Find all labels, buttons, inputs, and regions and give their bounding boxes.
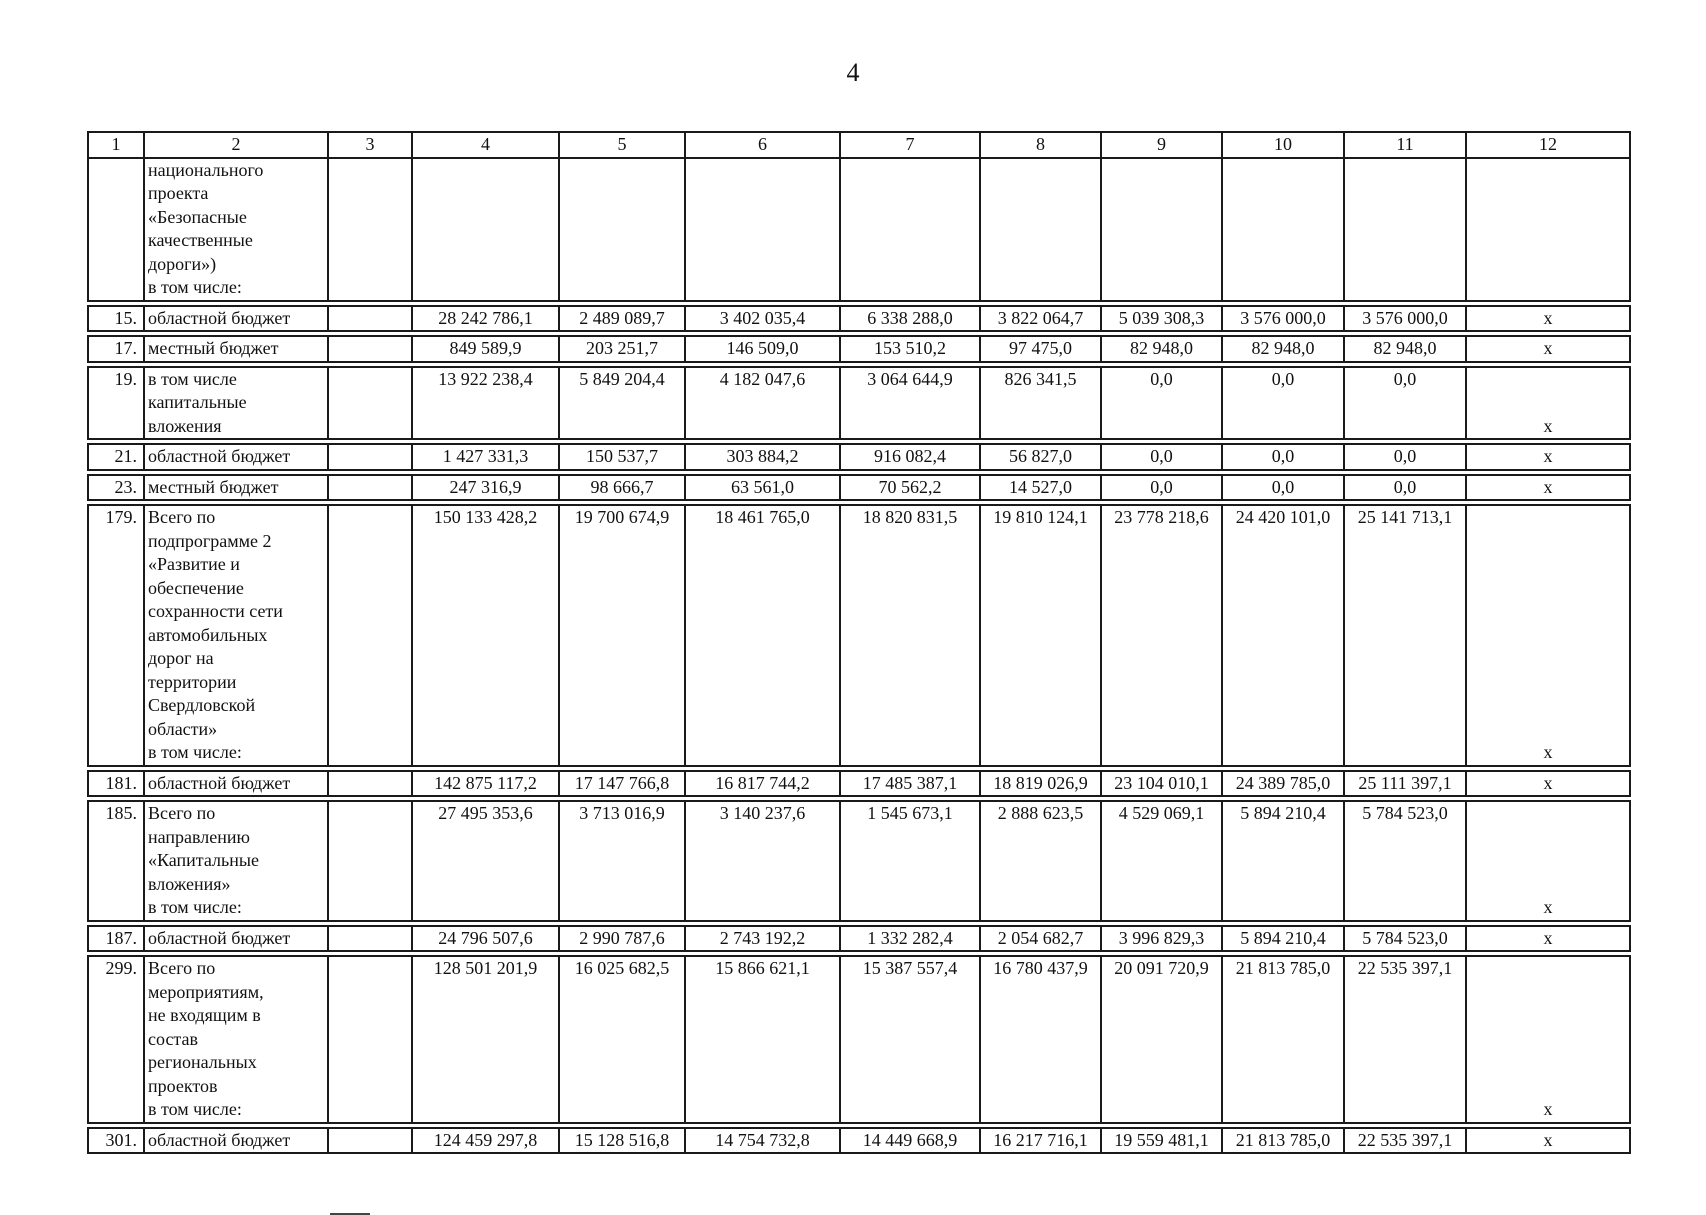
value-cell: 82 948,0 (1222, 336, 1344, 362)
value-cell: 14 449 668,9 (840, 1128, 980, 1154)
value-cell: 3 064 644,9 (840, 367, 980, 440)
value-cell: 0,0 (1344, 444, 1466, 470)
value-cell: 14 754 732,8 (685, 1128, 840, 1154)
value-cell: 24 389 785,0 (1222, 771, 1344, 797)
budget-table (87, 131, 1631, 1154)
column-3-cell (328, 306, 412, 332)
value-cell: 5 894 210,4 (1222, 801, 1344, 921)
value-cell: 5 894 210,4 (1222, 926, 1344, 952)
value-cell: 2 888 623,5 (980, 801, 1101, 921)
table-row (88, 926, 1630, 952)
value-cell: 142 875 117,2 (412, 771, 559, 797)
value-cell: 0,0 (1101, 475, 1222, 501)
column-3-cell (328, 505, 412, 766)
value-cell: 5 784 523,0 (1344, 926, 1466, 952)
value-cell: 15 387 557,4 (840, 956, 980, 1123)
value-cell: 3 576 000,0 (1344, 306, 1466, 332)
value-cell: 27 495 353,6 (412, 801, 559, 921)
value-cell: 3 713 016,9 (559, 801, 685, 921)
value-cell: 24 420 101,0 (1222, 505, 1344, 766)
value-cell (1344, 158, 1466, 301)
value-cell: 849 589,9 (412, 336, 559, 362)
row-number: 185. (88, 801, 144, 921)
row-number: 187. (88, 926, 144, 952)
table-row (88, 475, 1630, 501)
header-cell: 10 (1222, 132, 1344, 158)
row-number (88, 158, 144, 301)
header-cell: 1 (88, 132, 144, 158)
value-cell: 19 700 674,9 (559, 505, 685, 766)
value-cell (685, 158, 840, 301)
value-cell: 4 182 047,6 (685, 367, 840, 440)
row-number: 17. (88, 336, 144, 362)
row-label: областной бюджет (144, 306, 328, 332)
column-12-cell (1466, 158, 1630, 301)
table-row (88, 505, 1630, 766)
value-cell: 82 948,0 (1101, 336, 1222, 362)
value-cell: 128 501 201,9 (412, 956, 559, 1123)
value-cell (1101, 158, 1222, 301)
value-cell: 14 527,0 (980, 475, 1101, 501)
column-12-cell: х (1466, 367, 1630, 440)
value-cell: 2 743 192,2 (685, 926, 840, 952)
column-3-cell (328, 801, 412, 921)
row-label: областной бюджет (144, 1128, 328, 1154)
value-cell (980, 158, 1101, 301)
value-cell: 1 332 282,4 (840, 926, 980, 952)
value-cell: 203 251,7 (559, 336, 685, 362)
value-cell: 146 509,0 (685, 336, 840, 362)
row-label: в том числе капитальные вложения (144, 367, 328, 440)
column-3-cell (328, 336, 412, 362)
value-cell: 16 817 744,2 (685, 771, 840, 797)
header-cell: 6 (685, 132, 840, 158)
value-cell: 18 461 765,0 (685, 505, 840, 766)
column-12-cell: х (1466, 475, 1630, 501)
value-cell: 21 813 785,0 (1222, 1128, 1344, 1154)
value-cell: 25 141 713,1 (1344, 505, 1466, 766)
value-cell: 3 402 035,4 (685, 306, 840, 332)
value-cell: 97 475,0 (980, 336, 1101, 362)
page-number: 4 (846, 58, 860, 87)
row-label: Всего по мероприятиям, не входящим в состав региональных проектов в том числе: (144, 956, 328, 1123)
row-number: 21. (88, 444, 144, 470)
value-cell: 0,0 (1344, 367, 1466, 440)
value-cell: 0,0 (1222, 444, 1344, 470)
column-3-cell (328, 956, 412, 1123)
row-label: областной бюджет (144, 771, 328, 797)
value-cell: 3 140 237,6 (685, 801, 840, 921)
header-cell: 7 (840, 132, 980, 158)
column-12-cell: х (1466, 306, 1630, 332)
header-row (88, 132, 1630, 158)
value-cell: 25 111 397,1 (1344, 771, 1466, 797)
value-cell: 6 338 288,0 (840, 306, 980, 332)
value-cell: 15 128 516,8 (559, 1128, 685, 1154)
row-label: местный бюджет (144, 336, 328, 362)
value-cell: 28 242 786,1 (412, 306, 559, 332)
row-number: 181. (88, 771, 144, 797)
table-row (88, 1128, 1630, 1154)
column-3-cell (328, 926, 412, 952)
value-cell: 98 666,7 (559, 475, 685, 501)
value-cell: 4 529 069,1 (1101, 801, 1222, 921)
row-number: 301. (88, 1128, 144, 1154)
header-cell: 4 (412, 132, 559, 158)
column-12-cell: х (1466, 444, 1630, 470)
column-12-cell: х (1466, 926, 1630, 952)
column-12-cell: х (1466, 771, 1630, 797)
value-cell: 916 082,4 (840, 444, 980, 470)
value-cell: 22 535 397,1 (1344, 956, 1466, 1123)
table-row (88, 336, 1630, 362)
row-label: национального проекта «Безопасные качественные дороги») в том числе: (144, 158, 328, 301)
value-cell: 16 025 682,5 (559, 956, 685, 1123)
header-cell: 9 (1101, 132, 1222, 158)
value-cell: 16 217 716,1 (980, 1128, 1101, 1154)
value-cell (840, 158, 980, 301)
value-cell: 19 559 481,1 (1101, 1128, 1222, 1154)
value-cell: 247 316,9 (412, 475, 559, 501)
row-label: местный бюджет (144, 475, 328, 501)
value-cell: 13 922 238,4 (412, 367, 559, 440)
row-label: областной бюджет (144, 444, 328, 470)
header-cell: 11 (1344, 132, 1466, 158)
value-cell: 1 545 673,1 (840, 801, 980, 921)
value-cell: 5 039 308,3 (1101, 306, 1222, 332)
column-12-cell: х (1466, 1128, 1630, 1154)
value-cell: 0,0 (1222, 367, 1344, 440)
value-cell: 23 104 010,1 (1101, 771, 1222, 797)
value-cell: 150 537,7 (559, 444, 685, 470)
column-3-cell (328, 475, 412, 501)
column-12-cell: х (1466, 801, 1630, 921)
value-cell: 0,0 (1222, 475, 1344, 501)
row-label: Всего по подпрограмме 2 «Развитие и обеспечение сохранности сети автомобильных дорог на территории Свердловской области» в том числе: (144, 505, 328, 766)
row-label: областной бюджет (144, 926, 328, 952)
value-cell: 150 133 428,2 (412, 505, 559, 766)
value-cell: 1 427 331,3 (412, 444, 559, 470)
value-cell: 3 576 000,0 (1222, 306, 1344, 332)
table-row (88, 444, 1630, 470)
row-number: 179. (88, 505, 144, 766)
row-number: 23. (88, 475, 144, 501)
column-3-cell (328, 444, 412, 470)
value-cell: 3 822 064,7 (980, 306, 1101, 332)
value-cell: 56 827,0 (980, 444, 1101, 470)
value-cell: 82 948,0 (1344, 336, 1466, 362)
value-cell: 70 562,2 (840, 475, 980, 501)
header-cell: 3 (328, 132, 412, 158)
value-cell: 3 996 829,3 (1101, 926, 1222, 952)
column-12-cell: х (1466, 956, 1630, 1123)
row-label: Всего по направлению «Капитальные вложения» в том числе: (144, 801, 328, 921)
value-cell: 19 810 124,1 (980, 505, 1101, 766)
value-cell: 23 778 218,6 (1101, 505, 1222, 766)
row-number: 19. (88, 367, 144, 440)
header-cell: 12 (1466, 132, 1630, 158)
value-cell: 16 780 437,9 (980, 956, 1101, 1123)
value-cell (1222, 158, 1344, 301)
table-row (88, 367, 1630, 440)
value-cell: 0,0 (1101, 444, 1222, 470)
value-cell: 24 796 507,6 (412, 926, 559, 952)
value-cell: 63 561,0 (685, 475, 840, 501)
value-cell: 2 054 682,7 (980, 926, 1101, 952)
value-cell: 20 091 720,9 (1101, 956, 1222, 1123)
value-cell: 2 489 089,7 (559, 306, 685, 332)
column-3-cell (328, 367, 412, 440)
value-cell: 15 866 621,1 (685, 956, 840, 1123)
header-cell: 5 (559, 132, 685, 158)
value-cell: 153 510,2 (840, 336, 980, 362)
column-3-cell (328, 771, 412, 797)
value-cell (412, 158, 559, 301)
column-12-cell: х (1466, 505, 1630, 766)
value-cell: 2 990 787,6 (559, 926, 685, 952)
value-cell: 5 784 523,0 (1344, 801, 1466, 921)
value-cell: 5 849 204,4 (559, 367, 685, 440)
value-cell: 18 820 831,5 (840, 505, 980, 766)
value-cell: 18 819 026,9 (980, 771, 1101, 797)
value-cell: 22 535 397,1 (1344, 1128, 1466, 1154)
value-cell: 826 341,5 (980, 367, 1101, 440)
value-cell: 303 884,2 (685, 444, 840, 470)
value-cell: 0,0 (1101, 367, 1222, 440)
column-12-cell: х (1466, 336, 1630, 362)
table-row (88, 158, 1630, 301)
value-cell: 17 147 766,8 (559, 771, 685, 797)
row-number: 299. (88, 956, 144, 1123)
value-cell: 17 485 387,1 (840, 771, 980, 797)
value-cell (559, 158, 685, 301)
value-cell: 21 813 785,0 (1222, 956, 1344, 1123)
header-cell: 2 (144, 132, 328, 158)
table-row (88, 956, 1630, 1123)
header-cell: 8 (980, 132, 1101, 158)
column-3-cell (328, 1128, 412, 1154)
table-row (88, 771, 1630, 797)
column-3-cell (328, 158, 412, 301)
table-row (88, 801, 1630, 921)
row-number: 15. (88, 306, 144, 332)
value-cell: 124 459 297,8 (412, 1128, 559, 1154)
value-cell: 0,0 (1344, 475, 1466, 501)
table-row (88, 306, 1630, 332)
